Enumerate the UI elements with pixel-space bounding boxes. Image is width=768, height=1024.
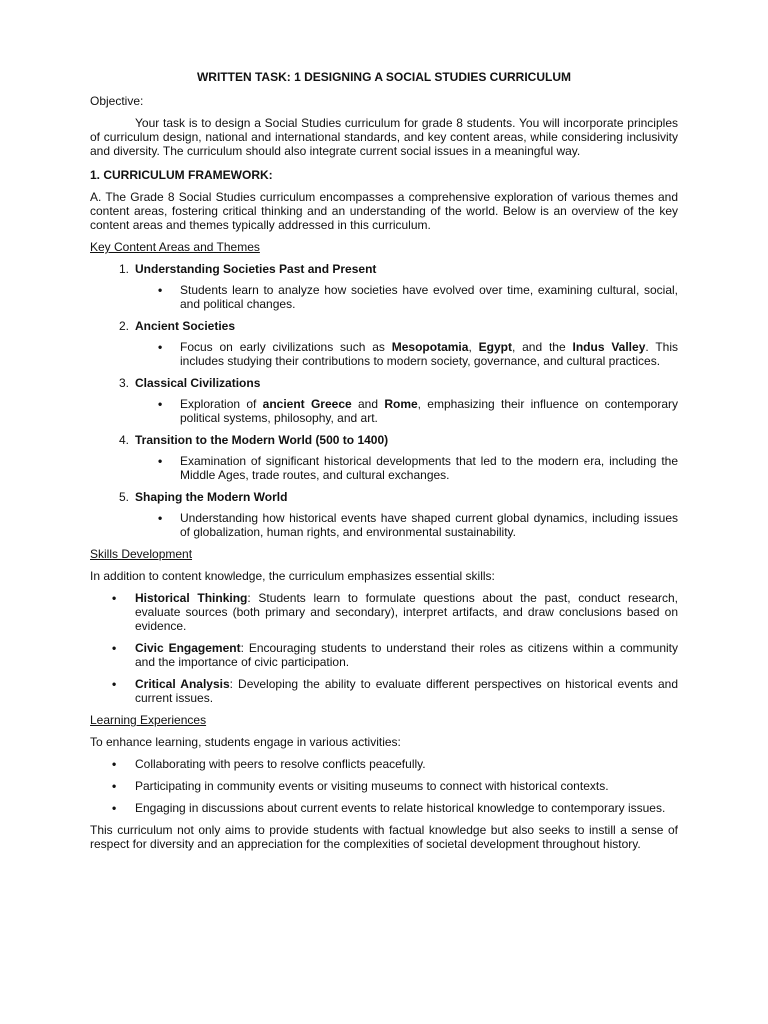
bullet-icon: • <box>112 591 117 605</box>
list-item <box>90 262 678 311</box>
item-title: Transition to the Modern World (500 to 1400) <box>135 433 389 447</box>
bullet-icon: • <box>158 454 163 468</box>
activities-list <box>90 757 678 815</box>
section-intro: A. The Grade 8 Social Studies curriculum encompasses a comprehensive exploration of various themes and content areas, fostering critical thinking and an understanding of the world. Below is an overview of the key content areas and themes typically addressed in this curriculum. <box>90 190 678 232</box>
bullet-icon: • <box>112 801 117 815</box>
item-title: Ancient Societies <box>135 319 236 333</box>
bullet-icon: • <box>158 340 163 354</box>
skill-label: Civic Engagement <box>135 641 241 655</box>
emphasis-text: Mesopotamia <box>391 340 469 354</box>
item-number: 1. <box>118 262 129 276</box>
item-title: Classical Civilizations <box>135 376 261 390</box>
emphasis-text: ancient Greece <box>262 397 352 411</box>
item-description <box>180 397 678 425</box>
item-title: Understanding Societies Past and Present <box>135 262 377 276</box>
desc-text: Focus on early civilizations such as <box>180 340 392 354</box>
list-item <box>90 433 678 482</box>
list-item <box>90 319 678 368</box>
list-item <box>90 641 678 669</box>
bullet-icon: • <box>112 757 117 771</box>
skills-intro: In addition to content knowledge, the curriculum emphasizes essential skills: <box>90 569 495 583</box>
bullet-icon: • <box>112 641 117 655</box>
emphasis-text: Rome <box>384 397 418 411</box>
activity-text: Collaborating with peers to resolve conflicts peacefully. <box>135 757 426 771</box>
desc-text: , <box>468 340 479 354</box>
list-item <box>90 779 678 793</box>
item-number: 3. <box>118 376 129 390</box>
list-item <box>90 677 678 705</box>
skill-text: : Students learn to formulate questions about the past, conduct research, evaluate sources (both primary and secondary), interpret artifacts, and draw conclusions based on evidence. <box>135 591 678 633</box>
item-title: Shaping the Modern World <box>135 490 288 504</box>
activity-text: Engaging in discussions about current events to relate historical knowledge to contemporary issues. <box>135 801 666 815</box>
bullet-icon: • <box>158 283 163 297</box>
skill-text: : Encouraging students to understand their roles as citizens within a community and the importance of civic participation. <box>135 641 678 669</box>
bullet-icon: • <box>158 397 163 411</box>
activity-text: Participating in community events or visiting museums to connect with historical contexts. <box>135 779 609 793</box>
document-title: WRITTEN TASK: 1 DESIGNING A SOCIAL STUDIES CURRICULUM <box>196 70 571 84</box>
desc-text: . This includes studying their contributions to modern society, governance, and cultural practices. <box>180 340 678 368</box>
objective-label: Objective: <box>90 94 144 108</box>
skill-label: Critical Analysis <box>135 677 230 691</box>
section-heading: 1. CURRICULUM FRAMEWORK: <box>90 168 273 182</box>
list-item <box>90 490 678 539</box>
item-description: Students learn to analyze how societies have evolved over time, examining cultural, social, and political changes. <box>180 283 678 311</box>
skills-list <box>90 591 678 705</box>
skill-label: Historical Thinking <box>135 591 248 605</box>
key-content-heading: Key Content Areas and Themes <box>90 240 260 254</box>
objective-text: Your task is to design a Social Studies curriculum for grade 8 students. You will incorporate principles of curriculum design, national and international standards, and key content areas, while considering inclusivity and diversity. The curriculum should also integrate current social issues in a meaningful way. <box>90 116 678 158</box>
skills-heading: Skills Development <box>90 547 193 561</box>
item-description <box>180 340 678 368</box>
item-number: 5. <box>118 490 129 504</box>
item-description: Understanding how historical events have shaped current global dynamics, including issues of globalization, human rights, and environmental sustainability. <box>180 511 678 539</box>
desc-text: , emphasizing their influence on contemporary political systems, philosophy, and art. <box>180 397 678 425</box>
themes-list <box>90 262 678 539</box>
bullet-icon: • <box>158 511 163 525</box>
bullet-icon: • <box>112 677 117 691</box>
skill-text: : Developing the ability to evaluate different perspectives on historical events and current issues. <box>135 677 678 705</box>
list-item <box>90 591 678 633</box>
list-item <box>90 376 678 425</box>
desc-text: and <box>351 397 385 411</box>
desc-text: Exploration of <box>180 397 263 411</box>
list-item <box>90 757 678 771</box>
emphasis-text: Egypt <box>478 340 512 354</box>
bullet-icon: • <box>112 779 117 793</box>
desc-text: , and the <box>511 340 573 354</box>
item-number: 2. <box>118 319 129 333</box>
item-number: 4. <box>118 433 129 447</box>
list-item <box>90 801 678 815</box>
learning-intro: To enhance learning, students engage in various activities: <box>90 735 401 749</box>
item-description: Examination of significant historical developments that led to the modern era, including the Middle Ages, trade routes, and cultural exchanges. <box>180 454 678 482</box>
emphasis-text: Indus Valley <box>572 340 646 354</box>
learning-heading: Learning Experiences <box>90 713 207 727</box>
closing-paragraph: This curriculum not only aims to provide students with factual knowledge but also seeks to instill a sense of respect for diversity and an appreciation for the complexities of societal development throughout history. <box>90 823 678 851</box>
